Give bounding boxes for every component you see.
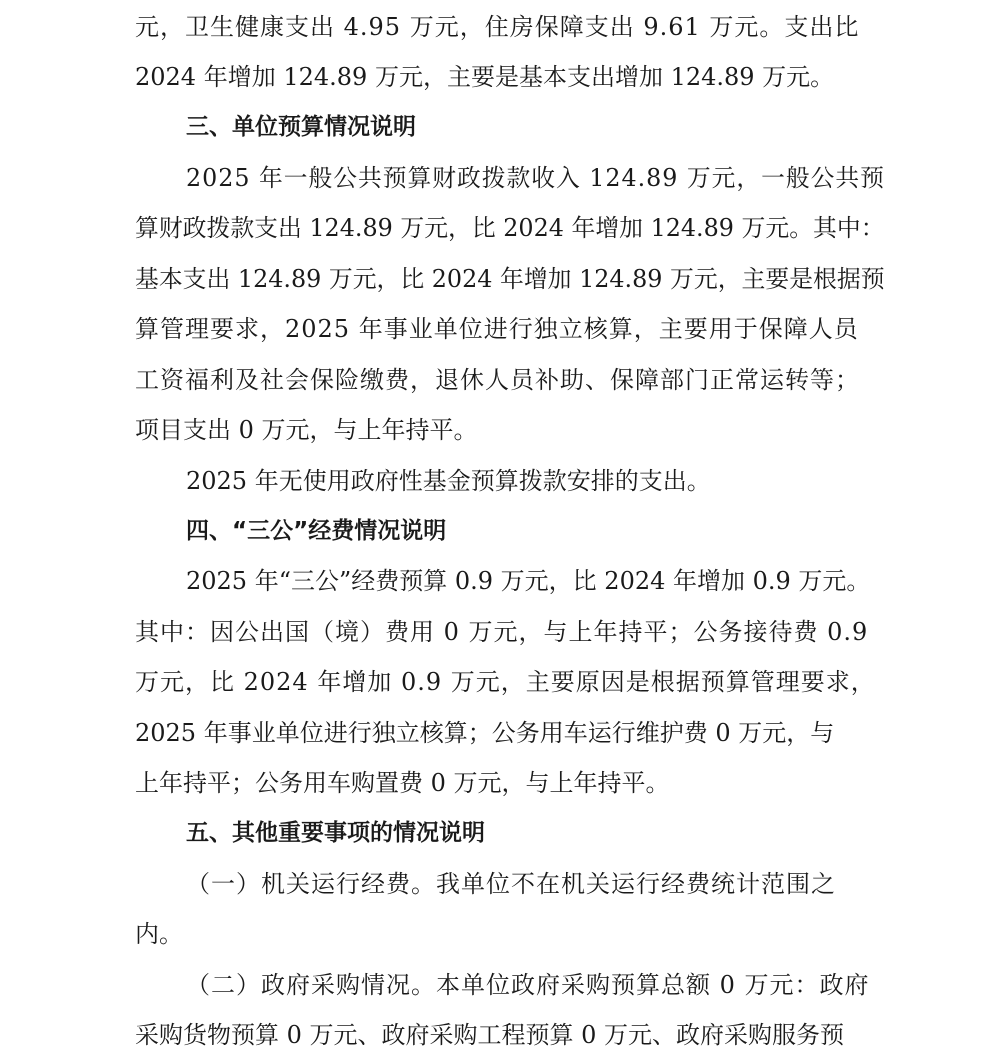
body-line: 工资福利及社会保险缴费，退休人员补助、保障部门正常运转等； <box>135 366 860 394</box>
paragraph-first-line: （二）政府采购情况。本单位政府采购预算总额 0 万元：政府 <box>186 971 870 999</box>
paragraph-first-line: 2025 年一般公共预算财政拨款收入 124.89 万元，一般公共预 <box>186 164 885 192</box>
body-line: 2025 年事业单位进行独立核算；公务用车运行维护费 0 万元，与 <box>135 719 835 747</box>
paragraph-first-line: 2025 年“三公”经费预算 0.9 万元，比 2024 年增加 0.9 万元。 <box>186 567 871 595</box>
section-heading: 三、单位预算情况说明 <box>186 114 416 140</box>
body-line: 万元，比 2024 年增加 0.9 万元，主要原因是根据预算管理要求， <box>135 668 876 696</box>
section-heading: 四、“三公”经费情况说明 <box>186 518 447 544</box>
paragraph-first-line: （一）机关运行经费。我单位不在机关运行经费统计范围之 <box>186 870 836 898</box>
body-line: 内。 <box>135 920 183 948</box>
paragraph-first-line: 2025 年无使用政府性基金预算拨款安排的支出。 <box>186 467 711 495</box>
body-line: 上年持平；公务用车购置费 0 万元，与上年持平。 <box>135 769 670 797</box>
body-line: 采购货物预算 0 万元、政府采购工程预算 0 万元、政府采购服务预 <box>135 1021 845 1049</box>
body-line: 项目支出 0 万元，与上年持平。 <box>135 416 478 444</box>
body-line: 其中：因公出国（境）费用 0 万元，与上年持平；公务接待费 0.9 <box>135 618 869 646</box>
body-line: 元，卫生健康支出 4.95 万元，住房保障支出 9.61 万元。支出比 <box>135 13 860 41</box>
body-line: 算财政拨款支出 124.89 万元，比 2024 年增加 124.89 万元。其中： <box>135 214 885 242</box>
body-line: 基本支出 124.89 万元，比 2024 年增加 124.89 万元，主要是根据预 <box>135 265 885 293</box>
body-line: 2024 年增加 124.89 万元，主要是基本支出增加 124.89 万元。 <box>135 63 835 91</box>
section-heading: 五、其他重要事项的情况说明 <box>186 820 485 846</box>
body-line: 算管理要求，2025 年事业单位进行独立核算，主要用于保障人员 <box>135 315 859 343</box>
